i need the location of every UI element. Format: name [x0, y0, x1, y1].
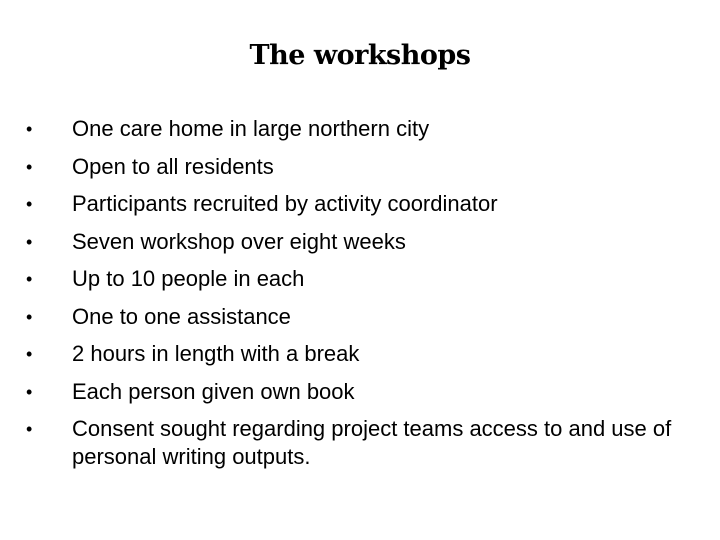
bullet-item	[24, 115, 684, 143]
bullet-text: Consent sought regarding project teams access to and use of personal writing outputs.	[72, 416, 672, 469]
bullet-item	[24, 265, 684, 293]
bullet-icon: •	[26, 194, 33, 214]
slide-title-text: The workshops	[249, 40, 471, 71]
bullet-icon: •	[26, 156, 33, 177]
bullet-text: Each person given own book	[72, 378, 355, 404]
bullet-icon: •	[26, 269, 33, 289]
slide-title	[0, 40, 720, 71]
bullet-list	[24, 115, 684, 481]
bullet-text: 2 hours in length with a break	[72, 341, 360, 366]
bullet-icon: •	[26, 231, 33, 252]
bullet-icon: •	[26, 119, 33, 139]
bullet-item	[24, 303, 684, 331]
bullet-icon: •	[26, 344, 33, 364]
bullet-item	[24, 228, 684, 256]
bullet-icon: •	[26, 306, 33, 327]
bullet-text: Participants recruited by activity coordinator	[72, 191, 498, 216]
bullet-item	[24, 153, 684, 181]
bullet-item	[24, 415, 684, 471]
bullet-text: Open to all residents	[72, 153, 274, 179]
bullet-item	[24, 378, 684, 406]
bullet-icon: •	[26, 419, 33, 439]
bullet-text: One to one assistance	[72, 303, 291, 329]
bullet-text: Up to 10 people in each	[72, 266, 305, 291]
bullet-text: One care home in large northern city	[72, 116, 430, 141]
bullet-text: Seven workshop over eight weeks	[72, 228, 406, 254]
bullet-item	[24, 190, 684, 218]
bullet-item	[24, 340, 684, 368]
bullet-icon: •	[26, 381, 33, 402]
